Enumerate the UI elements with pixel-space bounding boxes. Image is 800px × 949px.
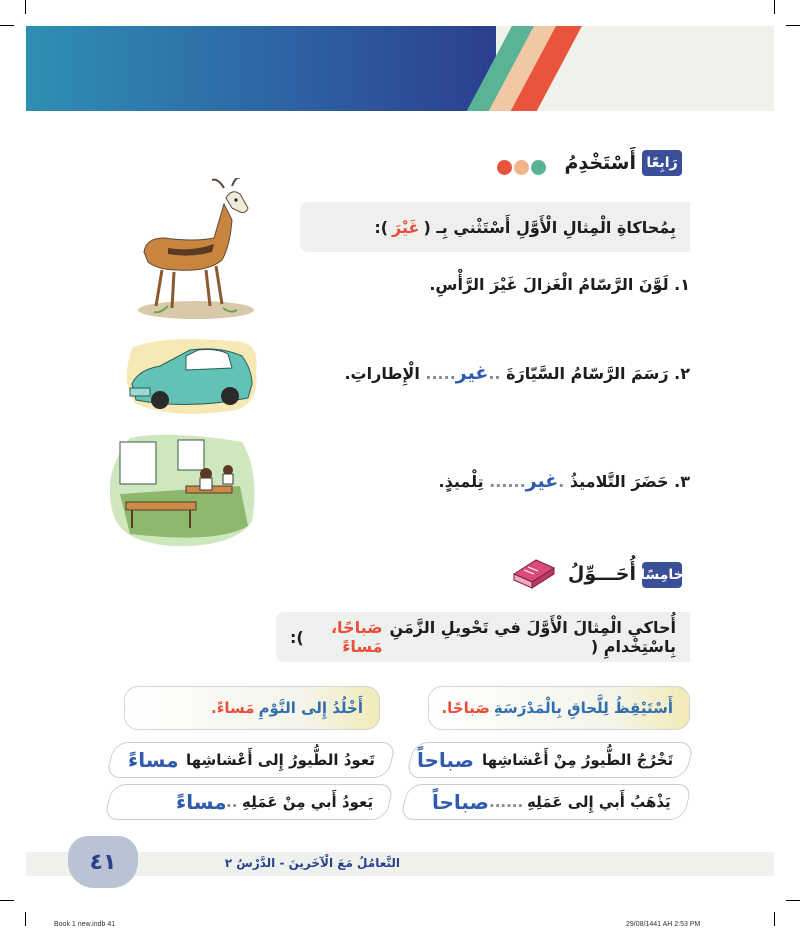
item-3-number: ٣. <box>674 472 690 491</box>
answer-3-text: يَذْهَبُ أَبي إِلى عَمَلِهِ <box>527 793 671 811</box>
gazelle-illustration <box>128 178 263 323</box>
dot-red <box>497 160 512 175</box>
example-morning <box>428 686 690 730</box>
crop-mark <box>25 0 26 14</box>
example-morning-text: أَسْتَيْقِظُ لِلَّحاقِ بِالْمَدْرَسَةِ <box>493 699 673 717</box>
item-2-number: ٢. <box>674 364 690 383</box>
instruction5-prefix: أُحاكي الْمِثالَ الْأَوَّلَ في تَحْويلِ الزَّمَنِ بِاسْتِخْدامِ ( <box>389 618 676 656</box>
section-title-convert: أُحَـــوِّلُ <box>567 563 636 585</box>
item-3-before: حَضَرَ التَّلاميذُ <box>569 472 669 491</box>
item-3: ٣. حَضَرَ التَّلاميذُ .غير...... تِلْميذٍ. <box>438 470 690 492</box>
item-3-after: تِلْميذٍ. <box>438 472 484 491</box>
item-2-after: الْإِطاراتِ. <box>344 364 420 383</box>
example-morning-word: صَباحًا. <box>441 699 490 717</box>
answer-row-4: يَعودُ أَبي مِنْ عَمَلِهِ .. مساءً <box>104 784 395 820</box>
instruction-suffix: ): <box>374 217 389 237</box>
lesson-title: التَّعامُلُ مَعَ الْآخَرينَ - الدَّرْسُ ٢ <box>224 856 400 870</box>
item-2: ٢. رَسَمَ الرَّسّامُ السَّيّارَةَ ..غير..... الْإِطاراتِ. <box>344 362 690 384</box>
item-1-number: ١. <box>674 275 690 294</box>
answer-3-word: صباحاً <box>432 790 490 814</box>
header-blue-bar <box>26 26 496 111</box>
instruction-box-4 <box>300 202 690 252</box>
book-icon <box>512 556 556 590</box>
instruction-box-5 <box>276 612 690 662</box>
answer-row-2 <box>106 742 397 778</box>
answer-4-word: مساءً <box>175 790 227 814</box>
answer-row-1 <box>406 742 695 778</box>
item-2-before: رَسَمَ الرَّسّامُ السَّيّارَةَ <box>506 364 669 383</box>
crop-mark <box>25 912 26 926</box>
item-3-answer: غير <box>525 470 559 492</box>
crop-mark <box>786 25 800 26</box>
answer-row-3: يَذْهَبُ أَبي إِلى عَمَلِهِ ...... صباحاً <box>400 784 693 820</box>
answer-4-text: يَعودُ أَبي مِنْ عَمَلِهِ <box>241 793 373 811</box>
example-evening-text: أَخْلُدُ إِلى النَّوْمِ <box>258 699 363 717</box>
car-illustration <box>126 336 262 416</box>
item-1-text: لَوَّنَ الرَّسّامُ الْغَزالَ غَيْرَ الرَّأْسِ. <box>429 275 669 294</box>
answer-1-text: تَخْرُجُ الطُّيورُ مِنْ أَعْشاشِها <box>481 751 673 769</box>
answer-2-word: مساءً <box>127 748 179 772</box>
crop-mark <box>0 900 14 901</box>
dot-peach <box>514 160 529 175</box>
crop-mark <box>0 25 14 26</box>
item-1 <box>340 275 690 294</box>
footer-band <box>26 852 774 876</box>
crop-mark <box>774 912 775 926</box>
instruction5-keywords: صَباحًا، مَساءً <box>330 618 383 656</box>
print-datetime: 29/08/1441 AH 2:53 PM <box>626 921 701 928</box>
dot-green <box>531 160 546 175</box>
section-badge-fourth: رَابِعًا <box>642 150 682 176</box>
header-banner <box>26 26 774 111</box>
example-evening <box>124 686 380 730</box>
crop-mark <box>774 0 775 14</box>
file-info: Book 1 new.indb 41 <box>54 921 116 928</box>
answer-2-text: تَعودُ الطُّيورُ إِلى أَعْشاشِها <box>186 751 375 769</box>
answer-1-word: صباحاً <box>416 748 474 772</box>
section-badge-fifth: خامِسًا <box>642 562 682 588</box>
crop-mark <box>786 900 800 901</box>
instruction5-suffix: ): <box>290 627 304 647</box>
classroom-illustration <box>110 432 258 548</box>
page-number: ٤١ <box>68 836 138 888</box>
item-2-answer: غير <box>455 362 489 384</box>
instruction-keyword: غَيْرَ <box>392 217 420 237</box>
example-evening-word: مَساءً. <box>211 699 255 717</box>
section-title-use: أَسْتَخْدِمُ <box>564 152 636 174</box>
instruction-prefix: بِمُحاكاةِ الْمِثالِ الْأَوَّلِ أَسْتَثْني بِـ ( <box>423 217 676 237</box>
